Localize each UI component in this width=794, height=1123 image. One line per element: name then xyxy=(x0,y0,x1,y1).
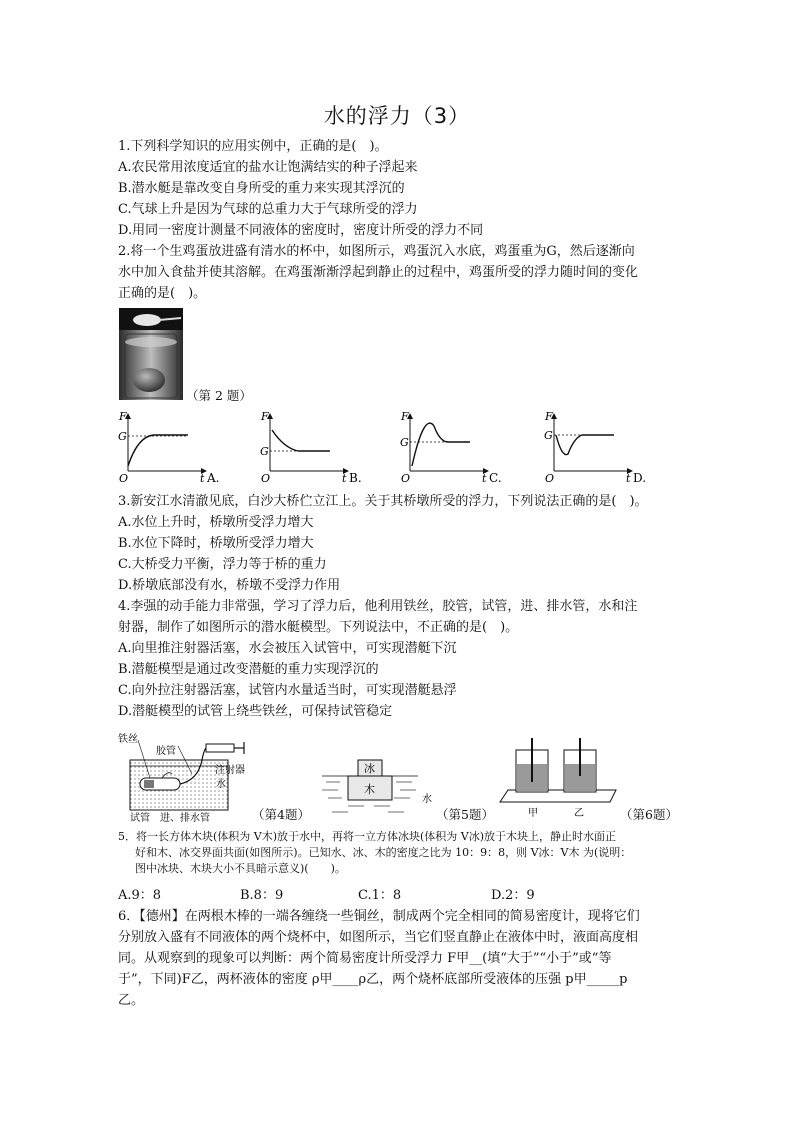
q6-line-4: 于”，下同)F乙，两杯液体的密度 ρ甲____ρ乙，两个烧杯底部所受液体的压强 p甲_____p xyxy=(118,972,628,987)
fig6-jia-label: 甲 xyxy=(528,808,538,819)
q2-graphs xyxy=(112,408,652,484)
q1-stem: 1.下列科学知识的应用实例中，正确的是( )。 xyxy=(118,139,388,154)
q1-option-d: D.用同一密度计测量不同液体的密度时，密度计所受的浮力不同 xyxy=(118,223,484,238)
graph-a-option-label: A. xyxy=(207,471,220,484)
q5-line-2: 好和木、冰交界面共面(如图所示)。已知水、冰、木的密度之比为 10：9：8，则 V冰：V木 为(说明： xyxy=(135,846,632,859)
graph-c-o-label: O xyxy=(401,472,411,484)
graph-c-t-label: t xyxy=(482,472,487,484)
q4-option-b: B.潜艇模型是通过改变潜艇的重力实现浮沉的 xyxy=(118,662,379,677)
q6-line-2: 分别放入盛有不同液体的两个烧杯中，如图所示，当它们竖直静止在液体中时，液面高度相 xyxy=(118,930,639,945)
graph-a xyxy=(118,410,219,484)
q5-line-1: 5．将一长方体木块(体积为 V木)放于水中，再将一立方体冰块(体积为 V冰)放于木块上，静止时水面正 xyxy=(118,830,617,843)
q5-option-c: C.1：8 xyxy=(358,888,402,903)
q5-option-b: B.8：9 xyxy=(240,888,284,903)
fig5-ice-label: 冰 xyxy=(364,762,375,775)
q5-option-d: D.2：9 xyxy=(491,888,535,903)
q3-option-d: D.桥墩底部没有水，桥墩不受浮力作用 xyxy=(118,578,341,593)
fig5-wood-label: 木 xyxy=(364,783,375,796)
fig4-pipe-label: 进、排水管 xyxy=(160,813,210,822)
fig4-caption: （第4题） xyxy=(252,807,310,822)
q4-option-a: A.向里推注射器活塞，水会被压入试管中，可实现潜艇下沉 xyxy=(118,641,457,656)
q2-line-2: 水中加入食盐并使其溶解。在鸡蛋渐渐浮起到静止的过程中，鸡蛋所受的浮力随时间的变化 xyxy=(118,265,639,280)
figure-6-beakers xyxy=(498,736,620,820)
graph-b xyxy=(260,410,362,484)
q6-line-3: 同。从观察到的现象可以判断：两个简易密度计所受浮力 F甲__(填“大于”“小于”或“等 xyxy=(118,951,612,966)
fig4-hose-label: 胶管 xyxy=(156,746,176,757)
fig4-wire-label: 铁丝 xyxy=(118,734,138,745)
q2-figure-caption: （第 2 题） xyxy=(186,388,252,403)
figure-4-submarine-model xyxy=(118,730,256,822)
graph-b-o-label: O xyxy=(261,472,271,484)
q5-line-3: 图中冰块、木块大小不具暗示意义)( )。 xyxy=(135,862,346,875)
fig4-syringe-label: 注射器 xyxy=(215,765,245,776)
graph-b-f-label: F xyxy=(261,410,269,423)
graph-a-f-label: F xyxy=(119,410,127,423)
graph-d-g-label: G xyxy=(544,429,553,442)
graph-d-o-label: O xyxy=(545,472,555,484)
graph-c-g-label: G xyxy=(400,436,409,449)
q6-line-5: 乙。 xyxy=(118,993,145,1008)
graph-d-option-label: D. xyxy=(633,471,647,484)
graph-a-t-label: t xyxy=(200,472,205,484)
fig4-tube-label: 试管 xyxy=(130,813,150,822)
graph-c xyxy=(400,410,502,484)
graph-b-g-label: G xyxy=(260,445,269,458)
graph-a-o-label: O xyxy=(119,472,129,484)
graph-a-g-label: G xyxy=(118,430,127,443)
fig4-water-label: 水 xyxy=(216,779,226,790)
graph-d-t-label: t xyxy=(626,472,631,484)
graph-d xyxy=(544,410,646,484)
q4-line-2: 射器，制作了如图所示的潜水艇模型。下列说法中，不正确的是( )。 xyxy=(118,620,519,635)
graph-c-option-label: C. xyxy=(489,471,502,484)
q1-option-a: A.农民常用浓度适宜的盐水让饱满结实的种子浮起来 xyxy=(118,160,418,175)
graph-b-t-label: t xyxy=(342,472,347,484)
q1-option-b: B.潜水艇是靠改变自身所受的重力来实现其浮沉的 xyxy=(118,181,405,196)
q4-option-d: D.潜艇模型的试管上绕些铁丝，可保持试管稳定 xyxy=(118,704,393,719)
page-title: 水的浮力（3） xyxy=(323,104,471,128)
q4-option-c: C.向外拉注射器活塞，试管内水量适当时，可实现潜艇悬浮 xyxy=(118,683,457,698)
q6-line-1: 6．【德州】在两根木棒的一端各缠绕一些铜丝，制成两个完全相同的简易密度计，现将它们 xyxy=(118,909,640,924)
q1-option-c: C.气球上升是因为气球的总重力大于气球所受的浮力 xyxy=(118,202,418,217)
fig6-yi-label: 乙 xyxy=(574,808,584,819)
fig5-caption: （第5题） xyxy=(436,807,494,822)
egg-cup-photo xyxy=(119,308,183,400)
fig5-water-label: 水 xyxy=(422,794,432,805)
q3-option-c: C.大桥受力平衡，浮力等于桥的重力 xyxy=(118,557,327,572)
graph-b-option-label: B. xyxy=(349,471,362,484)
q2-line-1: 2.将一个生鸡蛋放进盛有清水的杯中，如图所示，鸡蛋沉入水底，鸡蛋重为G，然后逐渐向 xyxy=(118,244,635,259)
q5-option-a: A.9：8 xyxy=(118,888,162,903)
graph-d-f-label: F xyxy=(545,410,553,423)
q3-option-b: B.水位下降时，桥墩所受浮力增大 xyxy=(118,536,314,551)
figure-5-ice-on-wood xyxy=(318,758,436,820)
graph-c-f-label: F xyxy=(401,410,409,423)
fig6-caption: （第6题） xyxy=(620,807,678,822)
q3-option-a: A.水位上升时，桥墩所受浮力增大 xyxy=(118,515,314,530)
q3-stem: 3.新安江水清澈见底，白沙大桥伫立江上。关于其桥墩所受的浮力，下列说法正确的是( )。 xyxy=(118,494,648,509)
q4-line-1: 4.李强的动手能力非常强，学习了浮力后，他利用铁丝，胶管，试管，进、排水管，水和注 xyxy=(118,599,638,614)
q2-line-3: 正确的是( )。 xyxy=(118,286,207,301)
